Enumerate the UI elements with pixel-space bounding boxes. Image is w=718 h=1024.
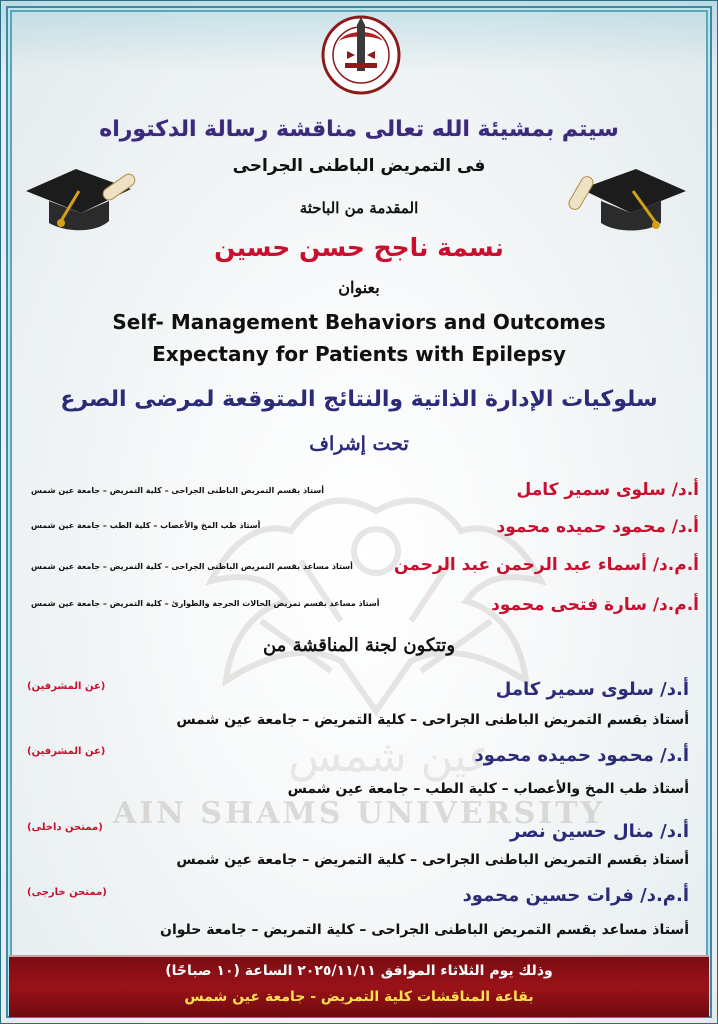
supervisor-position: أستاذ مساعد بقسم تمريض الحالات الحرجة والطوارئ – كلية التمريض – جامعة عين شمس: [31, 599, 380, 608]
committee-member-position: أستاذ مساعد بقسم التمريض الباطنى الجراحى – كلية التمريض – جامعة حلوان: [160, 922, 689, 938]
candidate-name: نسمة ناجح حسن حسين: [214, 233, 504, 262]
supervisor-name: أ.د/ محمود حميده محمود: [496, 517, 699, 537]
committee-member-role: (عن المشرفين): [27, 681, 106, 692]
supervisor-position: أستاذ طب المخ والأعصاب – كلية الطب – جامعة عين شمس: [31, 521, 261, 530]
defense-date-time: وذلك يوم الثلاثاء الموافق ٢٠٢٥/١١/١١ الساعة (١٠ صباحًا): [165, 963, 553, 979]
department-line: فى التمريض الباطنى الجراحى: [232, 156, 486, 176]
committee-member-name: أ.د/ محمود حميده محمود: [474, 745, 689, 766]
supervisor-name: أ.د/ سلوى سمير كامل: [516, 480, 699, 500]
committee-member-position: أستاذ طب المخ والأعصاب – كلية الطب – جامعة عين شمس: [287, 781, 689, 797]
watermark-arabic-text: عين شمس: [288, 731, 494, 782]
committee-member-name: أ.م.د/ فرات حسين محمود: [462, 885, 689, 906]
committee-heading: وتتكون لجنة المناقشة من: [262, 635, 456, 656]
committee-member-position: أستاذ بقسم التمريض الباطنى الجراحى – كلية التمريض – جامعة عين شمس: [176, 712, 689, 728]
supervision-heading: تحت إشراف: [309, 433, 409, 455]
titled-label: بعنوان: [338, 278, 380, 297]
presented-by-label: المقدمة من الباحثة: [299, 199, 419, 217]
committee-member-name: أ.د/ سلوى سمير كامل: [495, 679, 689, 700]
thesis-title-en-line1: Self- Management Behaviors and Outcomes: [112, 310, 606, 334]
committee-member-position: أستاذ بقسم التمريض الباطنى الجراحى – كلية التمريض – جامعة عين شمس: [176, 852, 689, 868]
supervisor-name: أ.م.د/ أسماء عبد الرحمن عبد الرحمن: [394, 555, 699, 575]
thesis-title-ar: سلوكيات الإدارة الذاتية والنتائج المتوقعة لمرضى الصرع: [60, 387, 658, 412]
announcement-intro: سيتم بمشيئة الله تعالى مناقشة رسالة الدكتوراه: [99, 117, 619, 142]
university-logo-icon: [319, 11, 403, 97]
watermark-university-text: AIN SHAMS UNIVERSITY: [113, 796, 605, 831]
defense-venue: بقاعة المناقشات كلية التمريض - جامعة عين شمس: [184, 989, 534, 1005]
supervisor-name: أ.م.د/ سارة فتحى محمود: [491, 595, 699, 615]
committee-member-role: (عن المشرفين): [27, 746, 106, 757]
committee-member-name: أ.د/ منال حسين نصر: [509, 821, 689, 842]
thesis-title-en-line2: Expectany for Patients with Epilepsy: [152, 342, 566, 366]
committee-member-role: (ممتحن داخلى): [27, 822, 103, 833]
supervisor-position: أستاذ بقسم التمريض الباطنى الجراحى – كلية التمريض – جامعة عين شمس: [31, 486, 324, 495]
committee-member-role: (ممتحن خارجى): [27, 887, 107, 898]
supervisor-position: أستاذ مساعد بقسم التمريض الباطنى الجراحى – كلية التمريض – جامعة عين شمس: [31, 562, 353, 571]
footer-band: [9, 955, 709, 1017]
